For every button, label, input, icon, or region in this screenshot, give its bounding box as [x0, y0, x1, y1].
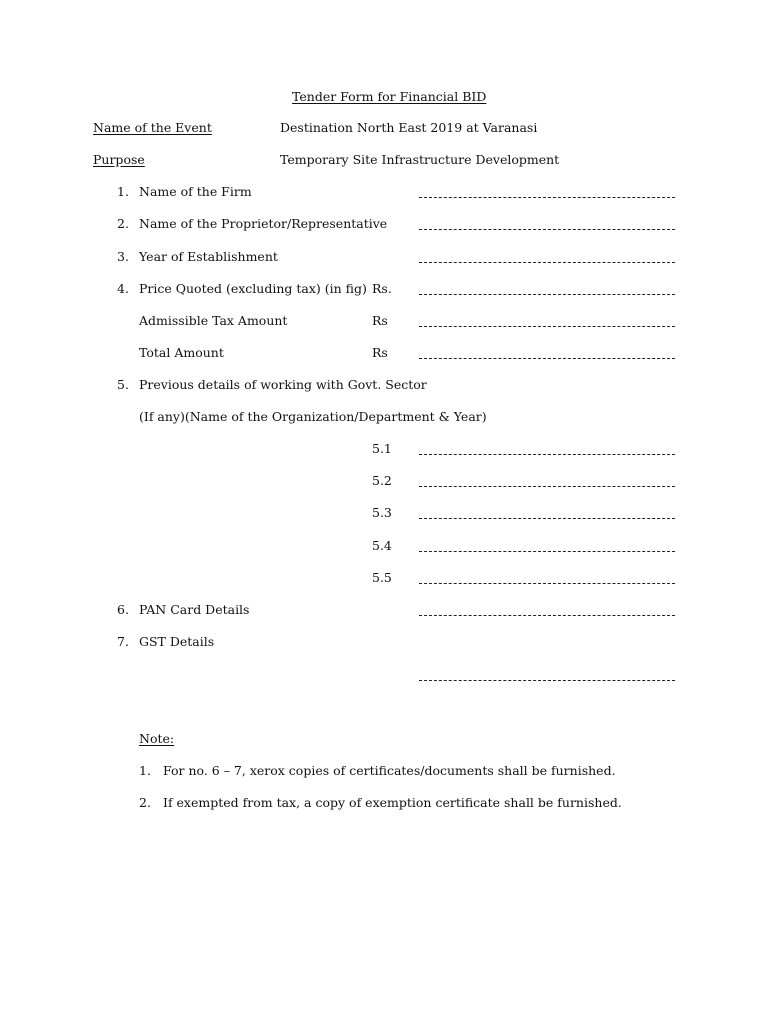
purpose-value: Temporary Site Infrastructure Development — [280, 152, 560, 167]
govt-work-sublabel: (If any)(Name of the Organization/Department & Year) — [139, 409, 487, 424]
establishment-year-label: Year of Establishment — [139, 249, 278, 264]
proprietor-field[interactable] — [419, 229, 675, 230]
pan-card-field[interactable] — [419, 615, 675, 616]
tax-amount-field[interactable] — [419, 326, 675, 327]
item-number: 4. — [117, 281, 129, 296]
gst-label: GST Details — [139, 634, 215, 649]
proprietor-label: Name of the Proprietor/Representative — [139, 216, 388, 231]
subitem-number: 5.5 — [372, 570, 392, 585]
firm-name-field[interactable] — [419, 197, 675, 198]
note-number: 2. — [139, 795, 151, 810]
note-text: For no. 6 – 7, xerox copies of certificates/documents shall be furnished. — [163, 763, 616, 778]
total-amount-label: Total Amount — [139, 345, 224, 360]
currency-label: Rs — [372, 313, 388, 328]
item-number: 6. — [117, 602, 129, 617]
note-heading: Note: — [139, 731, 175, 746]
item-number: 3. — [117, 249, 129, 264]
event-label: Name of the Event — [93, 120, 212, 135]
subitem-number: 5.3 — [372, 505, 392, 520]
subitem-field[interactable] — [419, 486, 675, 487]
item-number: 7. — [117, 634, 129, 649]
item-number: 1. — [117, 184, 129, 199]
total-amount-field[interactable] — [419, 358, 675, 359]
currency-label: Rs. — [372, 281, 392, 296]
firm-name-label: Name of the Firm — [139, 184, 252, 199]
subitem-number: 5.1 — [372, 441, 392, 456]
subitem-field[interactable] — [419, 454, 675, 455]
subitem-field[interactable] — [419, 551, 675, 552]
establishment-year-field[interactable] — [419, 262, 675, 263]
currency-label: Rs — [372, 345, 388, 360]
subitem-field[interactable] — [419, 518, 675, 519]
price-quoted-field[interactable] — [419, 294, 675, 295]
note-text: If exempted from tax, a copy of exemption certificate shall be furnished. — [163, 795, 622, 810]
event-value: Destination North East 2019 at Varanasi — [280, 120, 538, 135]
govt-work-label: Previous details of working with Govt. Sector — [139, 377, 427, 392]
pan-card-label: PAN Card Details — [139, 602, 250, 617]
purpose-label: Purpose — [93, 152, 145, 167]
item-number: 2. — [117, 216, 129, 231]
item-number: 5. — [117, 377, 129, 392]
price-quoted-label: Price Quoted (excluding tax) (in fig) — [139, 281, 367, 296]
page-title: Tender Form for Financial BID — [292, 89, 487, 104]
gst-field[interactable] — [419, 680, 675, 681]
subitem-field[interactable] — [419, 583, 675, 584]
subitem-number: 5.2 — [372, 473, 392, 488]
subitem-number: 5.4 — [372, 538, 392, 553]
tax-amount-label: Admissible Tax Amount — [139, 313, 288, 328]
note-number: 1. — [139, 763, 151, 778]
